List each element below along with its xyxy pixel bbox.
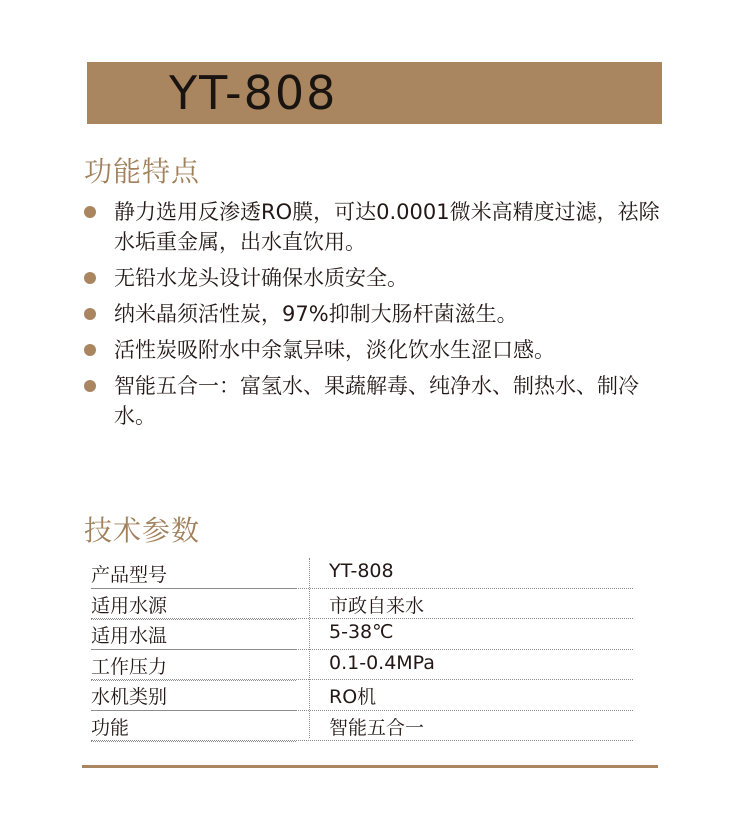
bullet-icon (84, 380, 96, 392)
feature-text: 纳米晶须活性炭，97%抑制大肠杆菌滋生。 (114, 302, 518, 326)
spec-label: 工作压力 (91, 652, 296, 681)
spec-row (91, 589, 633, 620)
feature-text: 静力选用反渗透RO膜，可达0.0001微米高精度过滤，祛除水垢重金属，出水直饮用。 (114, 200, 660, 254)
spec-label: 适用水源 (91, 591, 296, 620)
specs-heading: 技术参数 (84, 514, 201, 547)
features-list (84, 197, 664, 437)
product-model-title: YT-808 (169, 66, 338, 120)
bullet-icon (84, 206, 96, 218)
feature-text: 活性炭吸附水中余氯异味，淡化饮水生涩口感。 (114, 338, 555, 362)
specs-table (91, 558, 633, 741)
feature-item (84, 335, 664, 365)
spec-row (91, 711, 633, 742)
feature-item (84, 263, 664, 293)
spec-column-divider (309, 558, 310, 738)
bullet-icon (84, 272, 96, 284)
feature-text: 无铅水龙头设计确保水质安全。 (114, 266, 408, 290)
spec-value: YT-808 (329, 560, 394, 582)
spec-value: 5-38℃ (329, 621, 394, 643)
spec-value: 0.1-0.4MPa (329, 651, 435, 674)
features-heading: 功能特点 (84, 155, 201, 188)
spec-label: 产品型号 (91, 560, 296, 589)
feature-text: 智能五合一：富氢水、果蔬解毒、纯净水、制热水、制冷水。 (114, 374, 639, 428)
spec-row (91, 650, 633, 681)
spec-label: 适用水温 (91, 621, 296, 650)
bullet-icon (84, 308, 96, 320)
bullet-icon (84, 344, 96, 356)
bottom-divider (82, 765, 658, 768)
spec-value: 市政自来水 (329, 594, 425, 617)
spec-row (91, 558, 633, 589)
spec-label: 功能 (91, 713, 296, 742)
feature-item (84, 371, 664, 431)
spec-value: 智能五合一 (329, 716, 425, 739)
feature-item (84, 197, 664, 257)
spec-row (91, 619, 633, 650)
spec-row (91, 680, 633, 711)
title-banner (87, 62, 662, 124)
spec-label: 水机类别 (91, 682, 296, 711)
feature-item (84, 299, 664, 329)
spec-value: RO机 (329, 686, 377, 708)
